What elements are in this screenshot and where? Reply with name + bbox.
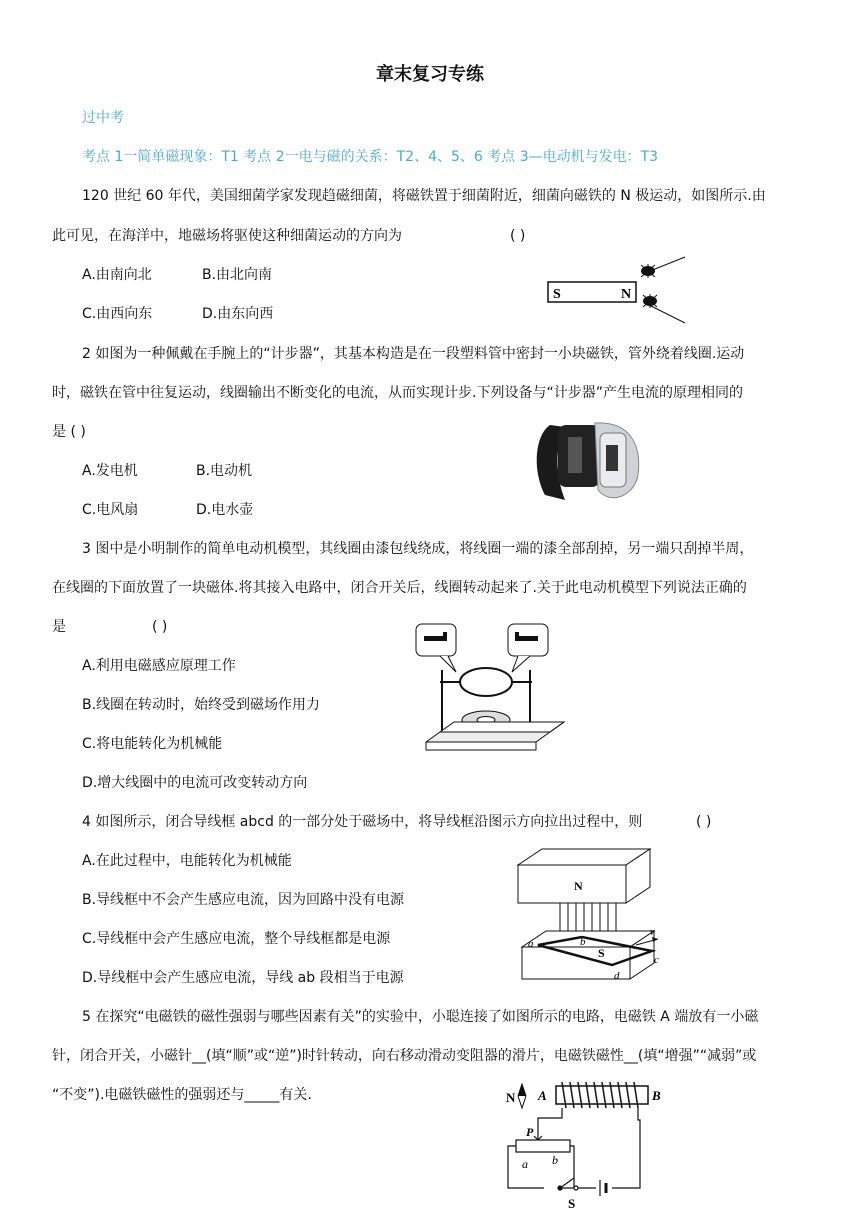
slider-p-label: P bbox=[526, 1125, 534, 1139]
q5-line3: “不变”).电磁铁磁性的强弱还与_____有关. bbox=[52, 1087, 312, 1103]
south-pole-label: S bbox=[598, 946, 605, 960]
electromagnet-a-label: A bbox=[538, 1088, 547, 1103]
frame-label-b: b bbox=[580, 936, 586, 948]
q3-option-d: D.增大线圈中的电流可改变转动方向 bbox=[82, 775, 308, 791]
q3-motor-model-figure bbox=[410, 620, 570, 755]
frame-label-a: a bbox=[528, 938, 534, 950]
iron-core bbox=[556, 1086, 648, 1104]
north-pole-label: N bbox=[574, 879, 583, 893]
q4-option-b: B.导线框中不会产生感应电流，因为回路中没有电源 bbox=[82, 892, 405, 908]
electromagnet-b-label: B bbox=[652, 1088, 661, 1103]
q3-line3: 是 bbox=[52, 619, 66, 635]
bacterium-upper bbox=[641, 257, 685, 278]
q4-option-a: A.在此过程中，电能转化为机械能 bbox=[82, 853, 292, 869]
q1-line2: 此可见，在海洋中，地磁场将驱使这种细菌运动的方向为 bbox=[52, 228, 402, 244]
compass-n-label: N bbox=[506, 1090, 516, 1105]
bacterium-lower bbox=[643, 294, 685, 323]
slider-arrow bbox=[534, 1128, 542, 1140]
q2-line3: 是 ( ) bbox=[52, 424, 86, 440]
q3-option-a: A.利用电磁感应原理工作 bbox=[82, 658, 236, 674]
q2-line1: 2 如图为一种佩戴在手腕上的“计步器”，其基本构造是在一段塑料管中密封一小块磁铁，管外绕着线圈.运动 bbox=[82, 346, 745, 362]
rheostat bbox=[516, 1140, 570, 1152]
q3-option-b: B.线圈在转动时，始终受到磁场作用力 bbox=[82, 697, 321, 713]
q2-option-d: D.电水壶 bbox=[196, 502, 254, 518]
q5-line2: 针，闭合开关，小磁针__(填“顺”或“逆”)时针转动，向右移动滑动变阻器的滑片，电磁铁磁性__(填“增强”“减弱”或 bbox=[52, 1048, 757, 1064]
q1-line1: 120 世纪 60 年代，美国细菌学家发现趋磁细菌，将磁铁置于细菌附近，细菌向磁铁的 N 极运动，如图所示.由 bbox=[82, 188, 766, 204]
q1-option-b: B.由北向南 bbox=[202, 267, 273, 283]
battery bbox=[600, 1180, 606, 1196]
q5-electromagnet-circuit-figure bbox=[500, 1080, 680, 1216]
magnet-n-label: N bbox=[621, 287, 632, 302]
q4-paren: ( ) bbox=[696, 814, 712, 830]
q3-line1: 3 图中是小明制作的简单电动机模型，其线圈由漆包线绕成，将线圈一端的漆全部刮掉，另一端只刮掉半周， bbox=[82, 541, 754, 557]
q1-option-a: A.由南向北 bbox=[82, 267, 152, 283]
q2-option-c: C.电风扇 bbox=[82, 502, 139, 518]
q3-line2: 在线圈的下面放置了一块磁体.将其接入电路中，闭合开关后，线圈转动起来了.关于此电动机模型下列说法正确的 bbox=[52, 580, 747, 596]
topics-line: 考点 1一简单磁现象：T1 考点 2一电与磁的关系：T2、4、5、6 考点 3—电动机与发电：T3 bbox=[82, 149, 659, 165]
base-board bbox=[440, 722, 564, 732]
q4-option-c: C.导线框中会产生感应电流，整个导线框都是电源 bbox=[82, 931, 391, 947]
q5-line1: 5 在探究“电磁铁的磁性强弱与哪些因素有关”的实验中，小聪连接了如图所示的电路，电磁铁 A 端放有一小磁 bbox=[82, 1009, 759, 1025]
rheostat-b-label: b bbox=[552, 1153, 558, 1167]
q2-pedometer-figure bbox=[530, 415, 650, 505]
section-heading: 过中考 bbox=[82, 110, 124, 126]
coil bbox=[460, 668, 512, 696]
q1-option-c: C.由西向东 bbox=[82, 306, 153, 322]
q2-option-a: A.发电机 bbox=[82, 463, 138, 479]
q4-magnetic-field-frame-figure bbox=[512, 845, 672, 985]
q1-magnet-bacteria-figure bbox=[545, 255, 690, 325]
q1-paren: ( ) bbox=[510, 228, 526, 244]
q2-line2: 时，磁铁在管中往复运动，线圈输出不断变化的电流，从而实现计步.下列设备与“计步器”产生电流的原理相同的 bbox=[52, 385, 743, 401]
page-title: 章末复习专练 bbox=[376, 64, 484, 85]
frame-label-d: d bbox=[614, 970, 620, 982]
q4-option-d: D.导线框中会产生感应电流，导线 ab 段相当于电源 bbox=[82, 970, 404, 986]
switch-s-label: S bbox=[568, 1196, 576, 1211]
q3-paren: ( ) bbox=[152, 619, 168, 635]
magnet-s-label: S bbox=[553, 287, 561, 302]
q2-option-b: B.电动机 bbox=[196, 463, 253, 479]
q4-line1: 4 如图所示，闭合导线框 abcd 的一部分处于磁场中，将导线框沿图示方向拉出过程中，则 bbox=[82, 814, 643, 830]
frame-label-c: c bbox=[654, 954, 659, 966]
q3-option-c: C.将电能转化为机械能 bbox=[82, 736, 223, 752]
q1-option-d: D.由东向西 bbox=[202, 306, 274, 322]
rheostat-a-label: a bbox=[522, 1157, 528, 1171]
velocity-label: v bbox=[650, 927, 655, 938]
